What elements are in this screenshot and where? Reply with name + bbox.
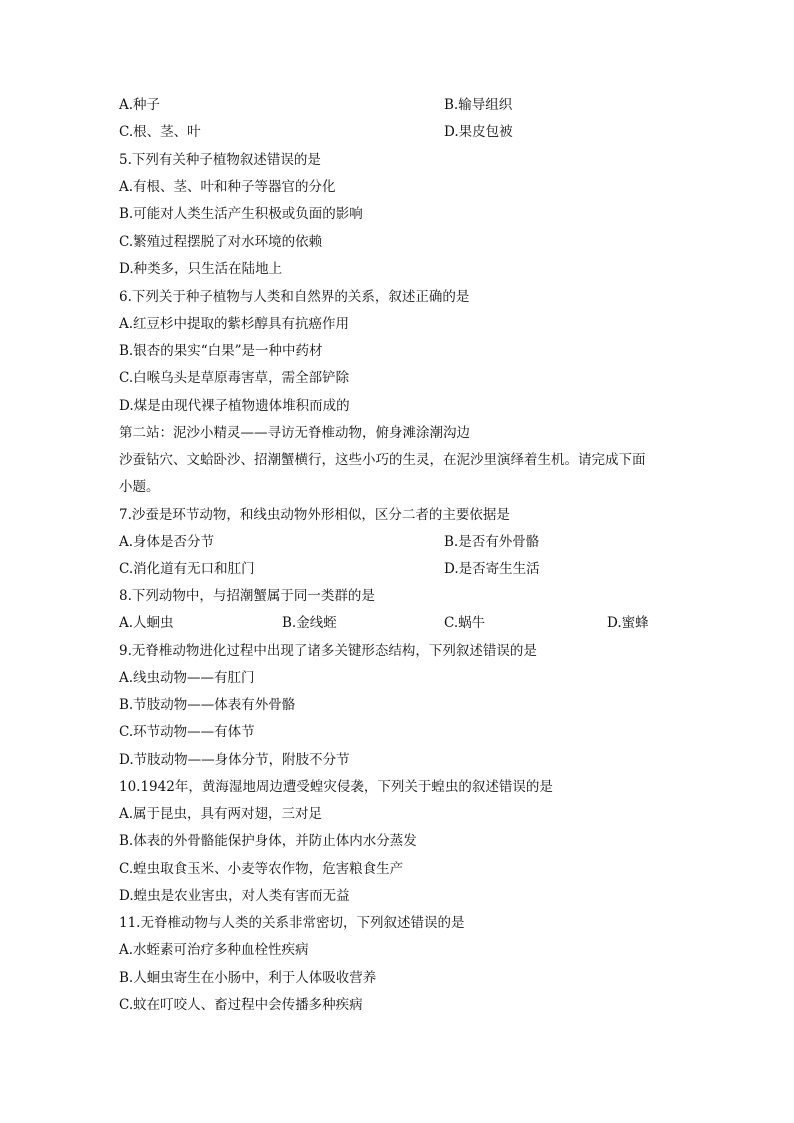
q6-option-c: C.白喉乌头是草原毒害草，需全部铲除 xyxy=(119,370,350,386)
q11-option-b: B.人蛔虫寄生在小肠中，利于人体吸收营养 xyxy=(119,970,377,986)
q6-option-a: A.红豆杉中提取的紫杉醇具有抗癌作用 xyxy=(119,316,350,332)
q7-option-b: B.是否有外骨骼 xyxy=(444,534,540,550)
q6-option-b: B.银杏的果实“白果”是一种中药材 xyxy=(119,343,323,359)
q11-option-c: C.蚊在叮咬人、畜过程中会传播多种疾病 xyxy=(119,997,363,1013)
section2-title: 第二站：泥沙小精灵——寻访无脊椎动物，俯身滩涂潮沟边 xyxy=(119,425,470,441)
q4-option-c: C.根、茎、叶 xyxy=(119,124,201,140)
q5-option-b: B.可能对人类生活产生积极或负面的影响 xyxy=(119,206,363,222)
q8-option-c: C.蜗牛 xyxy=(444,615,486,631)
q11-option-a: A.水蛭素可治疗多种血栓性疾病 xyxy=(119,942,309,958)
q5-stem: 5.下列有关种子植物叙述错误的是 xyxy=(119,152,321,168)
q9-option-d: D.节肢动物——身体分节，附肢不分节 xyxy=(119,752,350,768)
q6-stem: 6.下列关于种子植物与人类和自然界的关系，叙述正确的是 xyxy=(119,289,470,305)
q10-option-a: A.属于昆虫，具有两对翅，三对足 xyxy=(119,806,323,822)
q5-option-a: A.有根、茎、叶和种子等器官的分化 xyxy=(119,179,336,195)
section2-intro-line1: 沙蚕钻穴、文蛤卧沙、招潮蟹横行，这些小巧的生灵，在泥沙里演绎着生机。请完成下面 xyxy=(119,452,646,468)
q6-option-d: D.煤是由现代裸子植物遗体堆积而成的 xyxy=(119,398,350,414)
q7-stem: 7.沙蚕是环节动物，和线虫动物外形相似，区分二者的主要依据是 xyxy=(119,507,510,523)
q9-option-b: B.节肢动物——体表有外骨骼 xyxy=(119,697,296,713)
q4-option-b: B.输导组织 xyxy=(444,97,513,113)
q9-option-a: A.线虫动物——有肛门 xyxy=(119,670,255,686)
q11-stem: 11.无脊椎动物与人类的关系非常密切，下列叙述错误的是 xyxy=(119,915,465,931)
q8-stem: 8.下列动物中，与招潮蟹属于同一类群的是 xyxy=(119,588,375,604)
q10-option-d: D.蝗虫是农业害虫，对人类有害而无益 xyxy=(119,888,350,904)
q10-stem: 10.1942年，黄海湿地周边遭受蝗灾侵袭，下列关于蝗虫的叙述错误的是 xyxy=(119,779,553,795)
q9-stem: 9.无脊椎动物进化过程中出现了诸多关键形态结构，下列叙述错误的是 xyxy=(119,643,537,659)
q10-option-b: B.体表的外骨骼能保护身体，并防止体内水分蒸发 xyxy=(119,833,417,849)
section2-intro-line2: 小题。 xyxy=(119,479,160,495)
q8-option-d: D.蜜蜂 xyxy=(607,615,649,631)
q5-option-d: D.种类多，只生活在陆地上 xyxy=(119,261,283,277)
q8-option-a: A.人蛔虫 xyxy=(119,615,174,631)
q4-option-a: A.种子 xyxy=(119,97,161,113)
q9-option-c: C.环节动物——有体节 xyxy=(119,724,255,740)
q4-option-d: D.果皮包被 xyxy=(444,124,513,140)
q7-option-a: A.身体是否分节 xyxy=(119,534,215,550)
q8-option-b: B.金线蛭 xyxy=(282,615,337,631)
q5-option-c: C.繁殖过程摆脱了对水环境的依赖 xyxy=(119,234,323,250)
q7-option-c: C.消化道有无口和肛门 xyxy=(119,561,255,577)
q10-option-c: C.蝗虫取食玉米、小麦等农作物，危害粮食生产 xyxy=(119,861,404,877)
q7-option-d: D.是否寄生生活 xyxy=(444,561,540,577)
